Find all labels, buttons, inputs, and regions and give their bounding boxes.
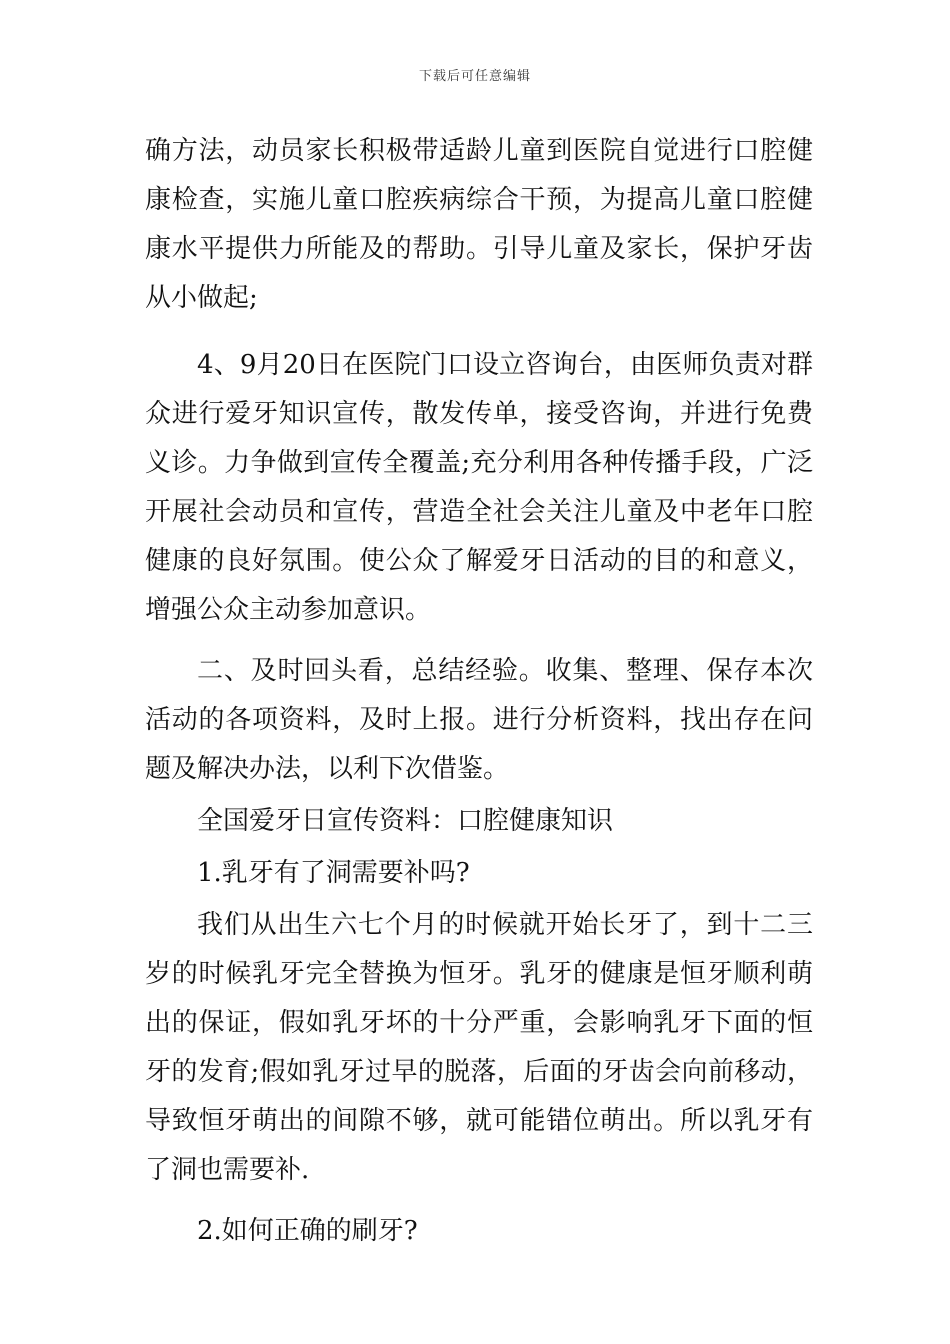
page-header: 下载后可任意编辑 [418,69,531,84]
question-1-heading: 1.乳牙有了洞需要补吗? [197,858,470,888]
paragraph-3: 二、及时回头看，总结经验。收集、整理、保存本次活动的各项资料，及时上报。进行分析资料，找出存在问题及解决办法，以利下次借鉴。 [145,656,813,784]
paragraph-1: 确方法，动员家长积极带适龄儿童到医院自觉进行口腔健康检查，实施儿童口腔疾病综合干预，为提高儿童口腔健康水平提供力所能及的帮助。引导儿童及家长，保护牙齿从小做起; [145,136,813,313]
paragraph-2: 4、9月20日在医院门口设立咨询台，由医师负责对群众进行爱牙知识宣传，散发传单，接受咨询，并进行免费义诊。力争做到宣传全覆盖;充分利用各种传播手段，广泛开展社会动员和宣传，营造全社会关注儿童及中老年口腔健康的良好氛围。使公众了解爱牙日活动的目的和意义，增强公众主动参加意识。 [145,350,813,625]
question-2-heading: 2.如何正确的刷牙? [197,1216,418,1246]
paragraph-4: 我们从出生六七个月的时候就开始长牙了，到十二三岁的时候乳牙完全替换为恒牙。乳牙的健康是恒牙顺利萌出的保证，假如乳牙坏的十分严重，会影响乳牙下面的恒牙的发育;假如乳牙过早的脱落，后面的牙齿会向前移动，导致恒牙萌出的间隙不够，就可能错位萌出。所以乳牙有了洞也需要补. [145,910,813,1185]
document-body [145,127,813,1256]
section-heading: 全国爱牙日宣传资料：口腔健康知识 [197,806,614,836]
